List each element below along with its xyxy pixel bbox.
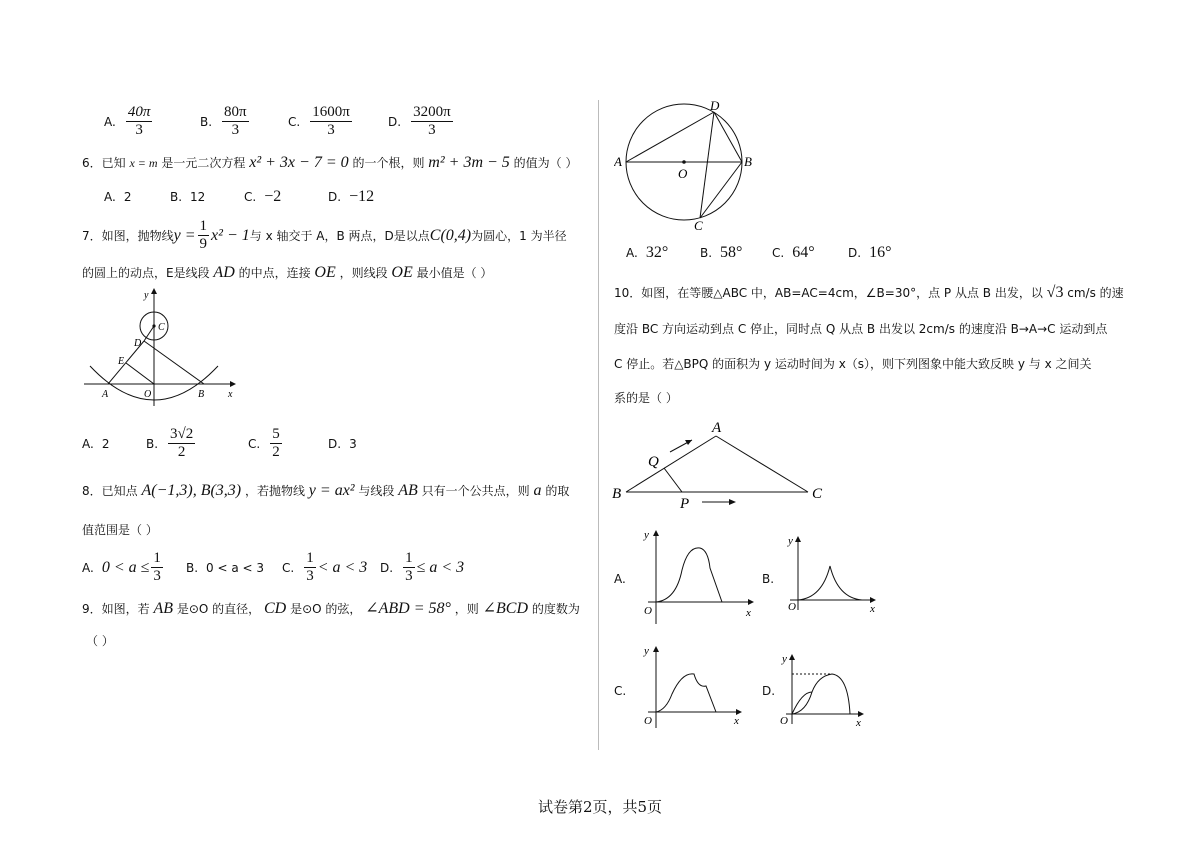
option-text: 64°: [792, 244, 815, 261]
option-label: C.: [772, 246, 785, 260]
q6-suffix: 的值为（ ）: [513, 156, 578, 170]
label-y: y: [144, 290, 149, 301]
option-label: B.: [146, 436, 159, 451]
q8-prefix: 8．已知点: [82, 484, 138, 498]
y-arrow: [653, 646, 659, 652]
label-d: D: [134, 338, 142, 349]
curve: [656, 548, 722, 602]
option-label: C.: [248, 436, 261, 451]
label-x: x: [870, 603, 875, 614]
option-label: B.: [200, 114, 213, 129]
option-label: A.: [82, 436, 94, 451]
q5-option-c[interactable]: [288, 104, 388, 139]
graph-b[interactable]: [778, 534, 882, 614]
q7-center: C(0,4): [429, 226, 472, 244]
q9-option-b[interactable]: [700, 244, 772, 262]
option-label: B.: [700, 246, 713, 260]
q8-mid3: 只有一个公共点，则: [421, 484, 530, 498]
option-label: D.: [380, 560, 394, 575]
option-label: D.: [328, 436, 342, 451]
q9-mid1: 是⊙O 的直径，: [176, 602, 261, 616]
q7-options: [82, 426, 357, 461]
fraction: $\frac{80\pi}{3}$: [224, 104, 247, 138]
q10-stem-line1: [614, 284, 1124, 302]
q10-speed: √3: [1046, 284, 1064, 301]
label-b: B: [744, 154, 752, 169]
option-label: C.: [288, 114, 301, 129]
q7-y-eq: y =: [173, 226, 196, 244]
option-label: A.: [82, 560, 94, 575]
option-label: D.: [388, 114, 402, 129]
q6-mid2: 的一个根，则: [352, 156, 425, 170]
graph-c-label[interactable]: C.: [614, 684, 627, 698]
label-c: C: [158, 322, 165, 333]
label-o: O: [644, 715, 652, 727]
option-text: −2: [264, 188, 282, 205]
curve: [656, 674, 716, 712]
graph-a[interactable]: [636, 528, 760, 628]
label-d: D: [710, 98, 720, 113]
label-x: x: [228, 389, 233, 400]
option-label: B.: [170, 190, 183, 204]
q7-stem-line2: [82, 264, 492, 282]
q9-prefix: 9．如图，若: [82, 602, 150, 616]
side-ba: [626, 436, 716, 492]
option-pre: 0 < a ≤: [101, 558, 150, 576]
curve: [792, 674, 850, 714]
q7-seg-ad: AD: [213, 264, 235, 281]
q9-figure: [614, 98, 762, 234]
arrow-p-head: [729, 499, 736, 505]
graph-c[interactable]: [636, 644, 748, 732]
y-arrow: [795, 536, 801, 542]
q6-mid: 是一元二次方程: [161, 156, 246, 170]
label-o: O: [780, 715, 788, 727]
label-x: x: [746, 607, 751, 619]
q9-ab: AB: [153, 600, 174, 617]
label-a: A: [712, 420, 722, 436]
q8-points: A(−1,3), B(3,3): [141, 482, 242, 499]
option-text: 2: [123, 190, 132, 204]
q6-prefix: 6．已知: [82, 156, 126, 170]
q7-figure: [80, 284, 250, 414]
segment-oe: [126, 363, 154, 384]
q7-line2-a: 的圆上的动点，E是线段: [82, 266, 210, 280]
option-label: A.: [626, 246, 638, 260]
q7-option-a[interactable]: [82, 437, 146, 451]
arrow-q-head: [685, 440, 692, 445]
graph-b-label[interactable]: B.: [762, 572, 775, 586]
q9-angle: ∠ABD = 58°: [365, 600, 451, 617]
graph-d-label[interactable]: D.: [762, 684, 776, 698]
q8-seg-ab: AB: [398, 482, 418, 499]
q8-option-a[interactable]: [82, 550, 186, 585]
q7-line2-b: 的中点，连接: [238, 266, 311, 280]
q8-stem-line2: 值范围是（ ）: [82, 523, 158, 537]
option-text: 12: [190, 190, 206, 204]
q5-option-b[interactable]: [200, 104, 288, 139]
q7-option-c[interactable]: [248, 426, 328, 461]
q7-coef-fraction: $\frac{1}{9}$: [199, 218, 208, 252]
q6-option-c[interactable]: [244, 188, 328, 206]
q8-mid: ，若抛物线: [244, 484, 305, 498]
q9-options: [626, 244, 891, 262]
option-label: B.: [186, 560, 199, 575]
graph-a-label[interactable]: A.: [614, 572, 626, 586]
q6-option-b[interactable]: [170, 190, 244, 204]
q7-seg-oe-2: OE: [391, 264, 413, 281]
label-b: B: [198, 389, 205, 400]
center-o: [682, 160, 686, 164]
label-y: y: [644, 645, 649, 657]
q6-condition: x = m: [129, 156, 158, 170]
q9-ask: ∠BCD: [482, 600, 528, 617]
q9-suffix: 的度数为: [531, 602, 580, 616]
q10-line1-a: 10．如图，在等腰△ABC 中，AB=AC=4cm，∠B=30°，点 P 从点 B 出发，以: [614, 286, 1043, 300]
q8-var-a: a: [533, 482, 542, 499]
label-a: A: [614, 154, 622, 169]
option-text: 0 < a < 3: [206, 560, 265, 575]
q7-option-b[interactable]: [146, 426, 248, 461]
q8-stem-line1: [82, 482, 569, 500]
label-c: C: [694, 218, 703, 233]
y-arrow: [789, 654, 795, 660]
graph-d[interactable]: [776, 652, 872, 728]
label-x: x: [856, 717, 861, 728]
label-o: O: [644, 605, 652, 617]
fraction: $\frac{1}{3}$: [306, 550, 314, 584]
q6-equation: x² + 3x − 7 = 0: [249, 154, 349, 171]
y-axis-arrow: [151, 288, 157, 294]
q8-option-c[interactable]: [282, 550, 380, 585]
q5-option-a[interactable]: [104, 104, 200, 139]
column-divider: [598, 100, 599, 750]
q7-seg-oe: OE: [314, 264, 336, 281]
q5-options: [104, 104, 455, 139]
q9-mid2: 是⊙O 的弦，: [290, 602, 362, 616]
q6-option-d[interactable]: [328, 188, 374, 206]
label-a: A: [102, 389, 109, 400]
option-text: 58°: [720, 244, 743, 261]
segment-bd: [144, 341, 204, 384]
x-axis-arrow: [230, 381, 236, 387]
q7-line2-d: 最小值是（ ）: [416, 266, 493, 280]
q6-option-a[interactable]: [104, 190, 170, 204]
y-arrow: [653, 530, 659, 536]
q9-stem-line2: （ ）: [86, 634, 114, 648]
label-x: x: [734, 715, 739, 727]
q6-options: [104, 188, 374, 206]
option-text: 2: [101, 436, 110, 451]
q7-option-d[interactable]: [328, 437, 357, 451]
q10-stem-line2: 度沿 BC 方向运动到点 C 停止，同时点 Q 从点 B 出发以 2cm/s 的速度沿 B→A→C 运动到点: [614, 322, 1108, 336]
q6-stem: [82, 154, 577, 172]
q9-option-a[interactable]: [626, 244, 700, 262]
q10-triangle-figure: [610, 418, 834, 514]
q6-expression: m² + 3m − 5: [428, 154, 510, 171]
label-o: O: [144, 389, 152, 400]
option-label: C.: [282, 560, 295, 575]
page-footer: 试卷第2页，共5页: [537, 798, 663, 816]
curve: [798, 566, 862, 600]
label-o: O: [788, 601, 796, 613]
x-arrow: [748, 599, 754, 605]
q10-line1-b: cm/s 的速: [1067, 286, 1124, 300]
q7-mid: 与 x 轴交于 A，B 两点，D是以点: [249, 229, 430, 243]
label-e: E: [118, 356, 125, 367]
option-text: −12: [349, 188, 375, 205]
q8-parabola: y = ax²: [308, 482, 355, 499]
q8-mid2: 与线段: [358, 484, 395, 498]
q9-cd: CD: [264, 600, 287, 617]
label-q: Q: [648, 454, 659, 470]
label-y: y: [644, 529, 649, 541]
fraction: $\frac{1}{3}$: [153, 550, 161, 584]
q7-line2-c: ，则线段: [339, 266, 388, 280]
fraction: $\frac{40\pi}{3}$: [127, 104, 151, 138]
option-label: C.: [244, 190, 257, 204]
q10-stem-line4: 系的是（ ）: [614, 391, 678, 405]
fraction: $\frac{5}{2}$: [272, 426, 280, 460]
option-post: < a < 3: [317, 558, 368, 576]
q10-stem-line3: C 停止。若△BPQ 的面积为 y 运动时间为 x（s），则下列图象中能大致反映 y 与 x 之间关: [614, 357, 1092, 371]
label-b: B: [612, 486, 622, 502]
label-o: O: [678, 166, 688, 181]
label-y: y: [782, 653, 787, 665]
option-text: 16°: [869, 244, 892, 261]
q9-option-d[interactable]: [848, 244, 891, 262]
option-label: A.: [104, 114, 116, 129]
curve-inner: [792, 692, 812, 714]
segment-bd: [714, 112, 742, 162]
option-label: D.: [848, 246, 862, 260]
q7-suffix: 为圆心，1 为半径: [471, 229, 567, 243]
q8-option-b[interactable]: [186, 561, 282, 575]
q9-mid3: ，则: [454, 602, 479, 616]
label-p: P: [680, 496, 690, 512]
q8-options: [82, 550, 464, 585]
q9-option-c[interactable]: [772, 244, 848, 262]
option-post: ≤ a < 3: [416, 558, 465, 576]
side-ac: [716, 436, 808, 492]
q8-option-d[interactable]: [380, 550, 464, 585]
fraction: $\frac{1}{3}$: [405, 550, 413, 584]
fraction: $\frac{3√2}{2}$: [170, 426, 194, 460]
label-c: C: [812, 486, 823, 502]
fraction: $\frac{3200\pi}{3}$: [413, 104, 451, 138]
q7-stem-line1: [82, 218, 567, 253]
q5-option-d[interactable]: [388, 104, 455, 139]
label-y: y: [788, 535, 793, 547]
fraction: $\frac{1600\pi}{3}$: [312, 104, 350, 138]
q7-parabola-rest: x² − 1: [211, 226, 250, 244]
q7-prefix: 7．如图，抛物线: [82, 229, 174, 243]
option-label: A.: [104, 190, 116, 204]
option-text: 32°: [645, 244, 669, 261]
q8-suffix: 的取: [545, 484, 570, 498]
segment-ad: [626, 112, 714, 162]
segment-qp: [664, 468, 682, 492]
q9-stem-line1: [82, 598, 580, 618]
option-label: D.: [328, 190, 342, 204]
option-text: 3: [349, 436, 357, 451]
